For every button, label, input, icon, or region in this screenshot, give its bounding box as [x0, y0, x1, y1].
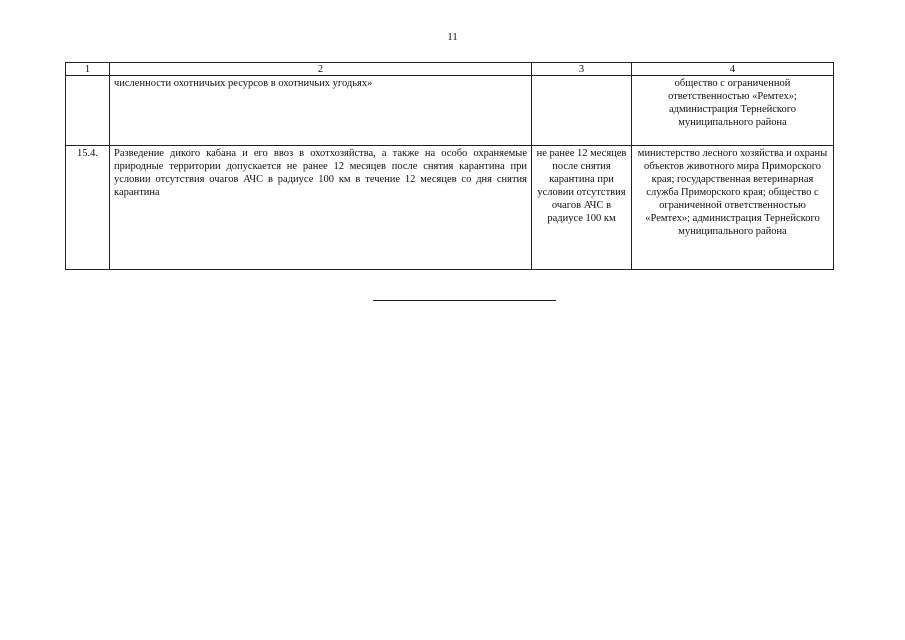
end-of-document-rule [373, 300, 556, 301]
column-header-3: 3 [532, 63, 632, 76]
responsible-cell: министерство лесного хозяйства и охраны объектов животного мира Приморского края; государственная ветеринарная служба Приморского края; общество с ограниченной ответственностью «Ремтех»; администрация Тернейского муниципального района [632, 146, 834, 270]
column-header-4: 4 [632, 63, 834, 76]
page-number: 11 [447, 31, 458, 43]
column-header-1: 1 [66, 63, 110, 76]
measure-cell: численности охотничьих ресурсов в охотничьих угодьях» [110, 76, 532, 146]
term-cell: не ранее 12 месяцев после снятия карантина при условии отсутствия очагов АЧС в радиусе 100 км [532, 146, 632, 270]
column-header-2: 2 [110, 63, 532, 76]
table-row [66, 76, 834, 146]
table-header-row [66, 63, 834, 76]
term-cell [532, 76, 632, 146]
row-number-cell [66, 76, 110, 146]
row-number-cell: 15.4. [66, 146, 110, 270]
responsible-cell: общество с ограниченной ответственностью «Ремтех»; администрация Тернейского муниципального района [632, 76, 834, 146]
measures-table [65, 62, 834, 270]
table-row [66, 146, 834, 270]
measure-cell: Разведение дикого кабана и его ввоз в охотхозяйства, а также на особо охраняемые природные территории допускается не ранее 12 месяцев после снятия карантина при условии отсутствия очагов АЧС в радиусе 100 км в течение 12 месяцев со дня снятия карантина [110, 146, 532, 270]
